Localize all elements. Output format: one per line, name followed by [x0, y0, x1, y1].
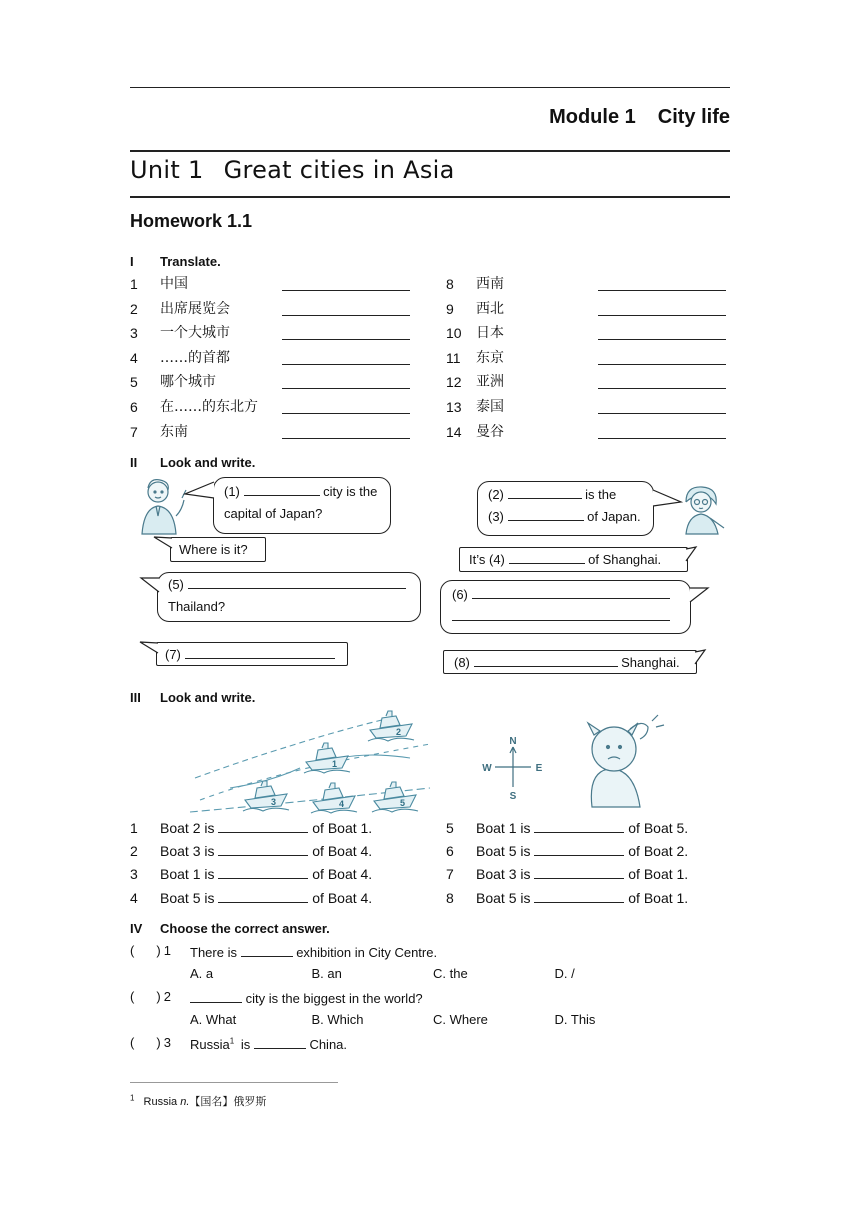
translate-item [446, 348, 736, 368]
footnote-gloss: 【国名】俄罗斯 [189, 1095, 267, 1108]
item-number: 4 [130, 889, 138, 906]
item-chinese-text: 一个大城市 [160, 325, 230, 342]
answer-paren-close: ) [156, 989, 161, 1004]
answer-blank[interactable] [218, 865, 308, 879]
item-number: 13 [446, 399, 462, 415]
question-line [130, 943, 438, 960]
translate-item [446, 372, 736, 392]
sentence-pre: Boat 3 is [160, 843, 219, 860]
blank-3[interactable] [508, 507, 584, 521]
item-number: 3 [130, 866, 138, 883]
item-chinese-text: ……的首都 [160, 349, 230, 366]
sentence-text [160, 864, 372, 884]
boat-number-label: 3 [271, 797, 277, 807]
question-number: 1 [163, 943, 171, 958]
question-post: exhibition in City Centre. [292, 945, 438, 960]
question-pre: There is [190, 945, 241, 960]
item-chinese-text: 曼谷 [476, 423, 504, 440]
item-chinese-text: 西南 [476, 276, 504, 292]
answer-option[interactable]: A. a [190, 966, 214, 981]
answer-blank[interactable] [282, 325, 410, 340]
answer-blank[interactable] [598, 424, 726, 439]
footnote-rule [130, 1082, 338, 1083]
blank-6b[interactable] [452, 607, 670, 621]
boat-icon [309, 782, 359, 816]
question-number: 2 [163, 989, 171, 1004]
item-number: 8 [446, 889, 454, 906]
section-4-heading [130, 921, 330, 936]
sentence-post: of Boat 4. [308, 889, 373, 906]
answer-blank[interactable] [218, 889, 308, 903]
unit-top-rule [130, 150, 730, 152]
answer-paren-open: ( [130, 1035, 135, 1050]
boat-number-label: 1 [332, 759, 338, 769]
item-number: 1 [130, 820, 138, 836]
compass-icon [482, 735, 544, 801]
blank-6a[interactable] [472, 585, 670, 599]
answer-blank[interactable] [534, 819, 624, 833]
answer-option[interactable]: D. This [554, 1012, 596, 1027]
sentence-text [160, 888, 372, 908]
section-1-instruction: Translate. [160, 254, 221, 269]
item-chinese-text: 东南 [160, 423, 188, 440]
sentence-pre: Boat 3 is [476, 866, 535, 883]
answer-blank[interactable] [282, 276, 410, 291]
section-2-number: II [130, 455, 138, 470]
compass-n-label: N [509, 736, 517, 747]
bubble-1-line-2: capital of Japan? [224, 506, 323, 521]
item-number: 5 [130, 374, 138, 391]
item-number: 5 [446, 820, 454, 836]
bubble-8-tail [694, 648, 708, 668]
answer-blank[interactable] [254, 1035, 306, 1049]
item-number: 11 [446, 349, 461, 366]
boat-icon [241, 780, 291, 814]
answer-blank[interactable] [282, 374, 410, 389]
sentence-post: of Boat 4. [308, 866, 373, 883]
unit-name: Great cities in Asia [223, 156, 455, 184]
bubble-7-tail [138, 639, 160, 657]
boat-icon [302, 742, 352, 776]
answer-blank[interactable] [598, 374, 726, 389]
bubble-5-tail [139, 574, 161, 596]
item-number: 9 [446, 300, 454, 317]
item-number: 4 [130, 349, 138, 366]
boat-sentence [446, 864, 746, 884]
footnote [130, 1093, 266, 1109]
sentence-post: of Boat 1. [308, 820, 373, 836]
answer-option[interactable]: B. an [311, 966, 342, 981]
answer-blank[interactable] [282, 399, 410, 414]
sentence-text [160, 841, 372, 861]
sentence-text [476, 841, 688, 861]
confused-character-icon [578, 713, 670, 811]
translate-item [130, 323, 420, 343]
speech-bubble-7: (7) [156, 642, 348, 666]
item-number: 3 [130, 325, 138, 342]
question-line [130, 1035, 348, 1052]
item-chinese-text: 东京 [476, 349, 504, 366]
answer-option[interactable]: C. Where [433, 1012, 488, 1027]
sentence-post: of Boat 2. [624, 843, 689, 860]
question-mid: is [237, 1037, 254, 1052]
answer-blank[interactable] [241, 943, 293, 957]
translate-item [446, 422, 736, 442]
answer-paren-close: ) [156, 943, 161, 958]
boat-number-label: 2 [396, 727, 402, 737]
question-post: China. [305, 1037, 348, 1052]
footnote-word: Russia [143, 1096, 178, 1108]
speech-bubble-4: It’s (4) of Shanghai. [459, 547, 688, 572]
question-text [190, 989, 423, 1006]
question-text [190, 1035, 347, 1052]
answer-option[interactable]: C. the [433, 966, 468, 981]
section-3-number: III [130, 690, 141, 705]
boat-sentence [130, 888, 430, 908]
boat-number-label: 5 [400, 798, 406, 808]
item-number: 7 [446, 866, 454, 883]
answer-paren-open: ( [130, 943, 135, 958]
answer-blank[interactable] [534, 842, 624, 856]
translate-item [446, 274, 736, 294]
speech-bubble-8: (8) Shanghai. [443, 650, 697, 674]
sentence-pre: Boat 5 is [476, 889, 535, 906]
unit-heading [130, 156, 455, 184]
answer-blank[interactable] [190, 989, 242, 1003]
item-chinese-text: 亚洲 [476, 374, 504, 391]
compass-s-label: S [509, 791, 517, 802]
translate-item [130, 299, 420, 319]
boat-sentence [446, 841, 746, 861]
module-label: Module 1 [549, 106, 636, 128]
answer-blank[interactable] [598, 325, 726, 340]
sentence-pre: Boat 5 is [476, 843, 535, 860]
speech-bubble-5: (5) Thailand? [157, 572, 421, 622]
item-number: 12 [446, 374, 462, 391]
answer-option[interactable]: D. / [554, 966, 575, 981]
answer-blank[interactable] [598, 276, 726, 291]
translate-item [446, 397, 736, 417]
compass-w-label: W [482, 763, 492, 774]
item-number: 10 [446, 325, 462, 342]
translate-item [446, 323, 736, 343]
blank-5[interactable] [188, 575, 406, 589]
answer-blank[interactable] [218, 819, 308, 833]
section-3-heading [130, 690, 255, 705]
item-chinese-text: 泰国 [476, 399, 504, 415]
section-1-heading [130, 254, 221, 269]
unit-label: Unit 1 [130, 156, 204, 184]
item-number: 14 [446, 423, 462, 440]
boat-sentence [130, 841, 430, 861]
bubble-4-tail [685, 545, 699, 565]
item-number: 7 [130, 423, 138, 440]
question-text [190, 943, 437, 960]
answer-blank[interactable] [218, 842, 308, 856]
answer-blank[interactable] [598, 301, 726, 316]
sentence-post: of Boat 4. [308, 843, 373, 860]
item-number: 6 [446, 843, 454, 860]
answer-blank[interactable] [282, 424, 410, 439]
blank-2[interactable] [508, 485, 582, 499]
section-3-instruction: Look and write. [160, 690, 256, 705]
answer-option[interactable]: B. Which [311, 1012, 364, 1027]
section-4-instruction: Choose the correct answer. [160, 921, 330, 936]
translate-item [130, 372, 420, 392]
section-4-number: IV [130, 921, 143, 936]
answer-paren-open: ( [130, 989, 135, 1004]
bubble-where-tail [152, 534, 174, 552]
item-chinese-text: 日本 [476, 325, 504, 342]
blank-4[interactable] [509, 550, 585, 564]
speech-bubble-6: (6) [440, 580, 691, 634]
top-rule [130, 87, 730, 88]
item-chinese-text: 西北 [476, 300, 504, 317]
question-number: 3 [163, 1035, 171, 1050]
footnote-ref: 1 [229, 1036, 235, 1046]
sentence-text [476, 888, 688, 908]
boat-sentence [130, 864, 430, 884]
translate-item [130, 274, 420, 294]
item-number: 8 [446, 276, 454, 292]
bubble-6-tail [688, 584, 710, 606]
question-line [130, 989, 423, 1006]
answer-option[interactable]: A. What [190, 1012, 237, 1027]
sentence-pre: Boat 5 is [160, 889, 219, 906]
item-number: 6 [130, 399, 138, 415]
bubble-1-tail [183, 480, 217, 502]
blank-1[interactable] [244, 482, 320, 496]
bubble-5-line-2: Thailand? [168, 599, 226, 614]
item-number: 2 [130, 300, 138, 317]
answer-blank[interactable] [282, 350, 410, 365]
sentence-pre: Boat 1 is [160, 866, 219, 883]
boat-icon [370, 781, 420, 815]
speech-bubble-2: (2) is the (3) of Japan. [477, 481, 654, 536]
boat-number-label: 4 [339, 799, 345, 809]
item-number: 2 [130, 843, 138, 860]
homework-title: Homework 1.1 [130, 211, 253, 231]
item-chinese-text: 出席展览会 [160, 300, 230, 317]
answer-blank[interactable] [598, 350, 726, 365]
boat-sentence [446, 818, 746, 838]
module-name: City life [657, 106, 730, 128]
answer-blank[interactable] [534, 865, 624, 879]
item-chinese-text: 在……的东北方 [160, 399, 258, 415]
girl-figure-icon [680, 484, 730, 536]
item-chinese-text: 中国 [160, 276, 188, 292]
answer-paren-close: ) [156, 1035, 161, 1050]
translate-item [130, 348, 420, 368]
sentence-post: of Boat 5. [624, 820, 689, 836]
sentence-text [476, 864, 688, 884]
question-post: city is the biggest in the world? [242, 991, 423, 1006]
speech-bubble-where: Where is it? [170, 537, 266, 562]
bubble-2-tail [651, 488, 685, 510]
boat-icon [366, 710, 416, 744]
translate-item [130, 422, 420, 442]
question-pre: Russia [190, 1037, 230, 1052]
unit-bottom-rule [130, 196, 730, 198]
section-1-number: I [130, 254, 134, 269]
blank-8[interactable] [474, 653, 618, 667]
compass-e-label: E [535, 763, 543, 774]
item-number: 1 [130, 276, 138, 292]
answer-blank[interactable] [282, 301, 410, 316]
footnote-pos: n. [180, 1096, 190, 1108]
module-heading [549, 106, 730, 129]
boat-sentence [446, 888, 746, 908]
sentence-post: of Boat 1. [624, 889, 689, 906]
item-chinese-text: 哪个城市 [160, 374, 216, 391]
speech-bubble-1: (1) city is the capital of Japan? [213, 477, 391, 534]
answer-blank[interactable] [598, 399, 726, 414]
footnote-number: 1 [130, 1093, 135, 1103]
section-2-heading [130, 455, 255, 470]
sentence-text [160, 818, 372, 838]
boat-sentence [130, 818, 430, 838]
section-2-instruction: Look and write. [160, 455, 256, 470]
translate-item [130, 397, 420, 417]
translate-item [446, 299, 736, 319]
sentence-text [476, 818, 688, 838]
answer-blank[interactable] [534, 889, 624, 903]
sentence-pre: Boat 1 is [476, 820, 535, 836]
sentence-pre: Boat 2 is [160, 820, 219, 836]
blank-7[interactable] [185, 645, 335, 659]
sentence-post: of Boat 1. [624, 866, 689, 883]
